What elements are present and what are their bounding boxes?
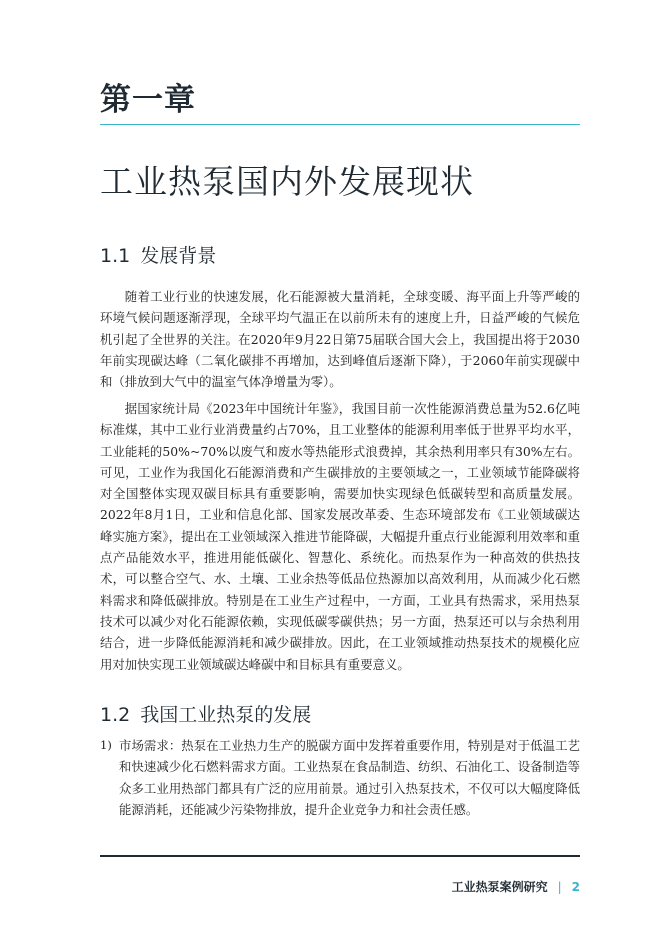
chapter-label: 第一章 (100, 82, 196, 118)
chapter-divider (100, 124, 580, 125)
page-number: 2 (571, 879, 580, 894)
section-title: 发展背景 (140, 245, 217, 267)
footer-divider (100, 855, 580, 857)
body-paragraph-2: 据国家统计局《2023年中国统计年鉴》，我国目前一次性能源消费总量为52.6亿吨标准煤，其中工业行业消费量约占70%，且工业整体的能源利用率低于世界平均水平，工业能耗的50%~70%以废气和废水等热能形式浪费掉，其余热利用率只有30%左右。可见，工业作为我国化石能源消费和产生碳排放的主要领域之一，工业领域节能降碳将对全国整体实现双碳目标具有重要影响，需要加快实现绿色低碳转型和高质量发展。2022年8月1日，工业和信息化部、国家发展改革委、生态环境部发布《工业领域碳达峰实施方案》，提出在工业领域深入推进节能降碳，大幅提升重点行业能源利用效率和重点产品能效水平，推进用能低碳化、智慧化、系统化。而热泵作为一种高效的供热技术，可以整合空气、水、土壤、工业余热等低品位热源加以高效利用，从而减少化石燃料需求和降低碳排放。特别是在工业生产过程中，一方面，工业具有热需求，采用热泵技术可以减少对化石能源依赖，实现低碳零碳供热；另一方面，热泵还可以与余热利用结合，进一步降低能源消耗和减少碳排放。因此，在工业领域推动热泵技术的规模化应用对加快实现工业领域碳达峰碳中和目标具有重要意义。 (100, 401, 580, 672)
section-title: 我国工业热泵的发展 (140, 704, 312, 726)
body-paragraph-1: 随着工业行业的快速发展，化石能源被大量消耗，全球变暖、海平面上升等严峻的环境气候问题逐渐浮现，全球平均气温正在以前所未有的速度上升，日益严峻的气候危机引起了全世界的关注。在2020年9月22日第75届联合国大会上，我国提出将于2030年前实现碳达峰（二氧化碳排不再增加，达到峰值后逐渐下降），于2060年前实现碳中和（排放到大气中的温室气体净增量为零）。 (100, 289, 580, 390)
section-heading-1-2 (100, 700, 311, 727)
page-footer (452, 878, 580, 895)
list-item (100, 735, 580, 820)
section-number: 1.2 (100, 704, 131, 726)
footer-separator: | (557, 879, 562, 894)
list-item-text: 市场需求：热泵在工业热力生产的脱碳方面中发挥着重要作用，特别是对于低温工艺和快速减少化石燃料需求方面。工业热泵在食品制造、纺织、石油化工、设备制造等众多工业用热部门都具有广泛的应用前景。通过引入热泵技术，不仅可以大幅度降低能源消耗，还能减少污染物排放，提升企业竞争力和社会责任感。 (119, 738, 580, 817)
chapter-title: 工业热泵国内外发展现状 (100, 162, 474, 201)
list-marker: 1) (100, 738, 112, 752)
footer-report-title: 工业热泵案例研究 (451, 880, 548, 894)
section-heading-1-1 (100, 241, 216, 268)
section-number: 1.1 (100, 245, 131, 267)
